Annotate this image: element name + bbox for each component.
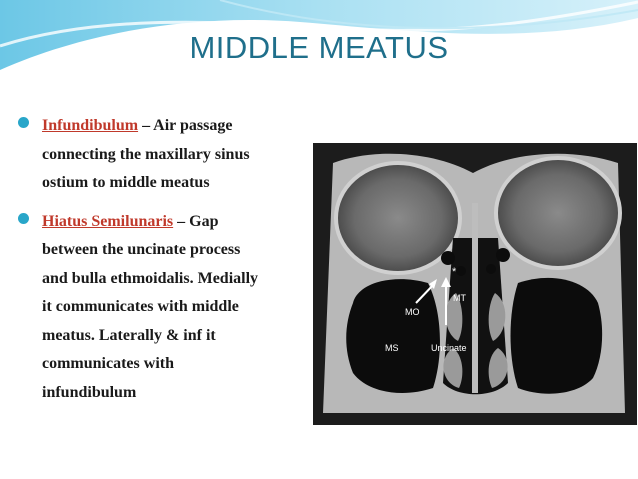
bullet-line: between the uncinate process	[42, 241, 241, 258]
bullet-line: and bulla ethmoidalis. Medially	[42, 269, 259, 287]
bullet-dot-icon	[18, 213, 29, 224]
bullet-line: connecting the maxillary sinus	[42, 145, 250, 163]
bullet-line: Infundibulum – Air passage	[42, 117, 233, 134]
bullet-line: communicates with	[42, 355, 174, 372]
label-mo: MO	[405, 307, 420, 317]
bullet-line: meatus. Laterally & inf it	[42, 326, 216, 344]
page-title: MIDDLE MEATUS	[189, 30, 449, 65]
bullet-infundibulum	[18, 112, 318, 198]
bullet-line: it communicates with middle	[42, 298, 239, 315]
bullet-dot-icon	[18, 117, 29, 128]
label-mt: MT	[453, 293, 466, 303]
ct-scan-image	[313, 143, 637, 425]
bullet-line: infundibulum	[42, 383, 137, 401]
bullet-hiatus-semilunaris	[18, 208, 318, 408]
label-ms: MS	[385, 343, 399, 353]
label-uncinate: Uncinate	[431, 343, 467, 353]
bullet-line: Hiatus Semilunaris – Gap	[42, 212, 219, 230]
bullet-list	[18, 112, 318, 417]
label-star: *	[452, 266, 457, 278]
bullet-line: ostium to middle meatus	[42, 174, 210, 191]
term-hiatus-semilunaris: Hiatus Semilunaris	[42, 212, 174, 230]
term-infundibulum: Infundibulum	[42, 117, 139, 134]
